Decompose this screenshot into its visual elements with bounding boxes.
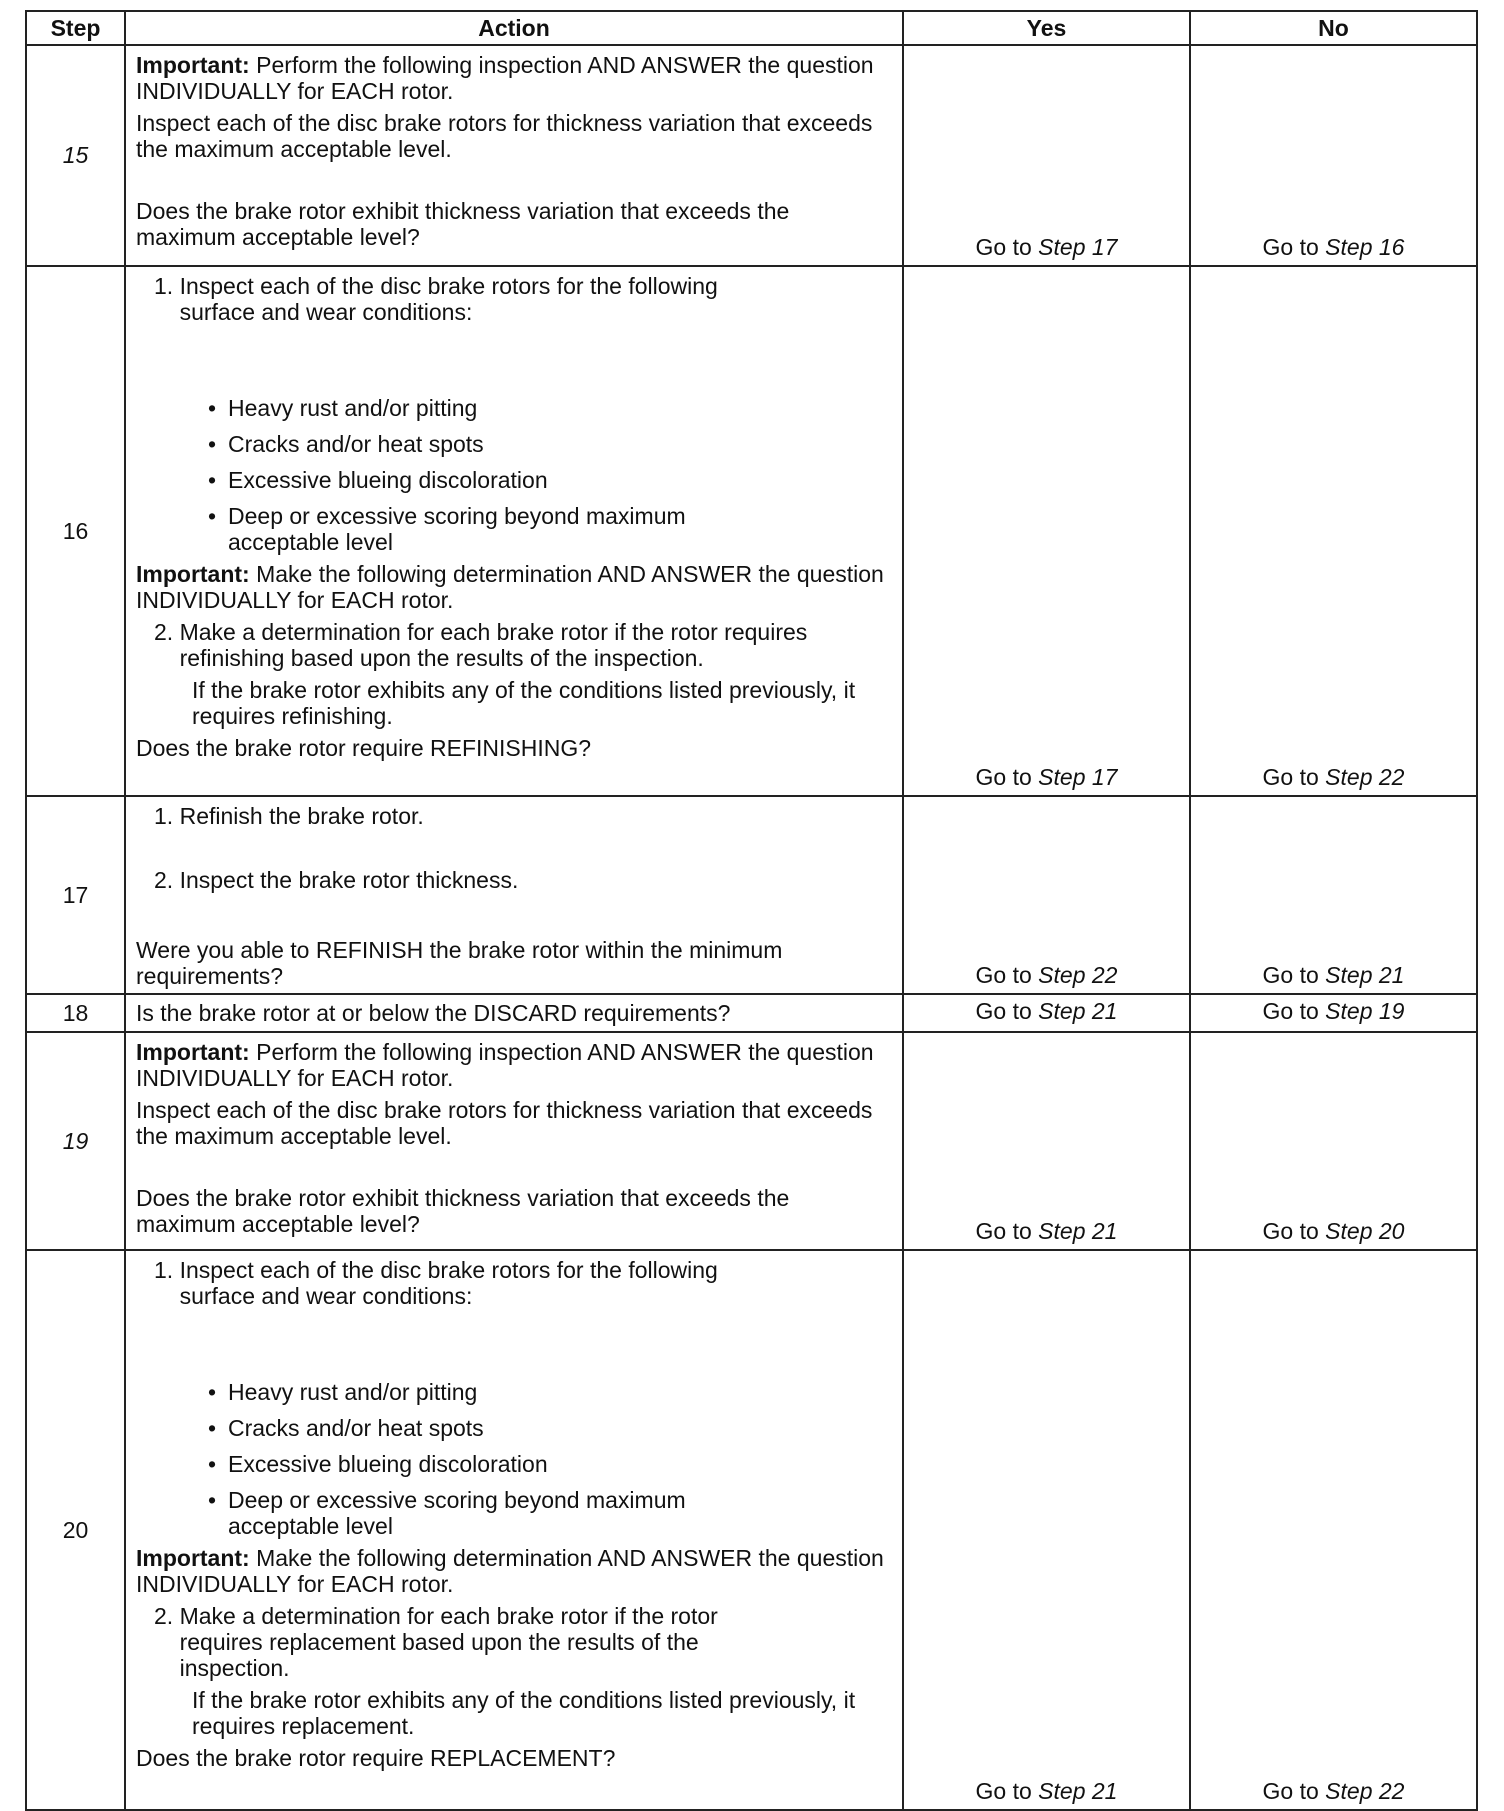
yes-cell: Go to Step 17 [903,45,1190,266]
item-note: If the brake rotor exhibits any of the conditions listed previously, it requires refinishing. [192,677,856,729]
yes-step-link[interactable]: Step 17 [1038,234,1118,260]
important-text: Perform the following inspection AND ANSWER the question INDIVIDUALLY for EACH rotor. [136,52,874,104]
important-label: Important: [136,1039,250,1065]
no-cell: Go to Step 19 [1190,994,1477,1032]
no-cell: Go to Step 21 [1190,796,1477,994]
action-cell [125,266,903,796]
question-text: Were you able to REFINISH the brake rotor within the minimum requirements? [136,937,783,989]
important-label: Important: [136,52,250,78]
no-cell: Go to Step 16 [1190,45,1477,266]
item-note: If the brake rotor exhibits any of the conditions listed previously, it requires replacement. [192,1687,856,1739]
numbered-item: 2. Make a determination for each brake rotor if the rotor requires refinishing based upon the results of the inspection. [154,619,808,671]
numbered-item: 1. Inspect each of the disc brake rotors for the following surface and wear conditions: [154,273,718,325]
yes-cell: Go to Step 17 [903,266,1190,796]
numbered-item: 2. Inspect the brake rotor thickness. [154,867,519,893]
yes-step-link[interactable]: Step 21 [1038,1218,1118,1244]
action-cell [125,1250,903,1810]
header-action: Action [125,11,903,45]
no-cell: Go to Step 22 [1190,266,1477,796]
table-row [26,1250,1477,1810]
no-step-link[interactable]: Step 20 [1325,1218,1405,1244]
yes-step-link[interactable]: Step 21 [1038,997,1118,1024]
important-label: Important: [136,561,250,587]
header-no: No [1190,11,1477,45]
list-item: • Heavy rust and/or pitting [208,395,478,421]
yes-cell: Go to Step 21 [903,994,1190,1032]
step-number: 16 [26,266,125,796]
inspection-text: Inspect each of the disc brake rotors for thickness variation that exceeds the maximum acceptable level. [136,1097,873,1149]
important-note [136,561,892,613]
yes-cell: Go to Step 22 [903,796,1190,994]
table-row [26,45,1477,266]
numbered-item: 1. Refinish the brake rotor. [154,803,424,829]
important-note [136,1039,892,1091]
list-item: • Cracks and/or heat spots [208,1415,484,1441]
no-cell: Go to Step 20 [1190,1032,1477,1250]
question-text: Does the brake rotor exhibit thickness variation that exceeds the maximum acceptable level? [136,1185,790,1237]
important-note [136,52,892,104]
list-item: • Deep or excessive scoring beyond maximum acceptable level [208,503,686,555]
yes-step-link[interactable]: Step 22 [1038,962,1118,988]
numbered-item: 1. Inspect each of the disc brake rotors for the following surface and wear conditions: [154,1257,718,1309]
question-text: Does the brake rotor require REPLACEMENT? [136,1745,616,1771]
no-step-link[interactable]: Step 19 [1325,997,1405,1024]
header-step: Step [26,11,125,45]
condition-list [136,395,892,555]
yes-step-link[interactable]: Step 17 [1038,764,1118,790]
list-item: • Heavy rust and/or pitting [208,1379,478,1405]
no-cell: Go to Step 22 [1190,1250,1477,1810]
table-row [26,1032,1477,1250]
list-item: • Excessive blueing discoloration [208,1451,548,1477]
no-step-link[interactable]: Step 16 [1325,234,1405,260]
header-yes: Yes [903,11,1190,45]
condition-list [136,1379,892,1539]
action-cell [125,796,903,994]
inspection-text: Inspect each of the disc brake rotors for thickness variation that exceeds the maximum acceptable level. [136,110,873,162]
header-row [26,11,1477,45]
important-text: Perform the following inspection AND ANSWER the question INDIVIDUALLY for EACH rotor. [136,1039,874,1091]
action-cell [125,45,903,266]
step-number: 20 [26,1250,125,1810]
important-label: Important: [136,1545,250,1571]
numbered-item: 2. Make a determination for each brake rotor if the rotor requires replacement based upon the results of the inspection. [154,1603,718,1681]
important-text: Make the following determination AND ANSWER the question INDIVIDUALLY for EACH rotor. [136,561,884,613]
question-text: Does the brake rotor require REFINISHING? [136,735,592,761]
step-number: 15 [26,45,125,266]
yes-cell: Go to Step 21 [903,1032,1190,1250]
table-row [26,796,1477,994]
yes-cell: Go to Step 21 [903,1250,1190,1810]
list-item: • Excessive blueing discoloration [208,467,548,493]
action-cell [125,1032,903,1250]
list-item: • Cracks and/or heat spots [208,431,484,457]
no-step-link[interactable]: Step 21 [1325,962,1405,988]
step-number: 19 [26,1032,125,1250]
important-text: Make the following determination AND ANSWER the question INDIVIDUALLY for EACH rotor. [136,1545,884,1597]
question-text: Is the brake rotor at or below the DISCARD requirements? [136,1000,731,1026]
important-note [136,1545,892,1597]
yes-step-link[interactable]: Step 21 [1038,1778,1118,1804]
step-number: 17 [26,796,125,994]
diagnostic-table [25,10,1478,1811]
table-row [26,994,1477,1032]
diagnostic-table-sheet [25,10,1476,1811]
list-item: • Deep or excessive scoring beyond maximum acceptable level [208,1487,686,1539]
step-number: 18 [26,994,125,1032]
no-step-link[interactable]: Step 22 [1325,1778,1405,1804]
no-step-link[interactable]: Step 22 [1325,764,1405,790]
action-cell [125,994,903,1032]
question-text: Does the brake rotor exhibit thickness variation that exceeds the maximum acceptable level? [136,198,790,250]
table-row [26,266,1477,796]
